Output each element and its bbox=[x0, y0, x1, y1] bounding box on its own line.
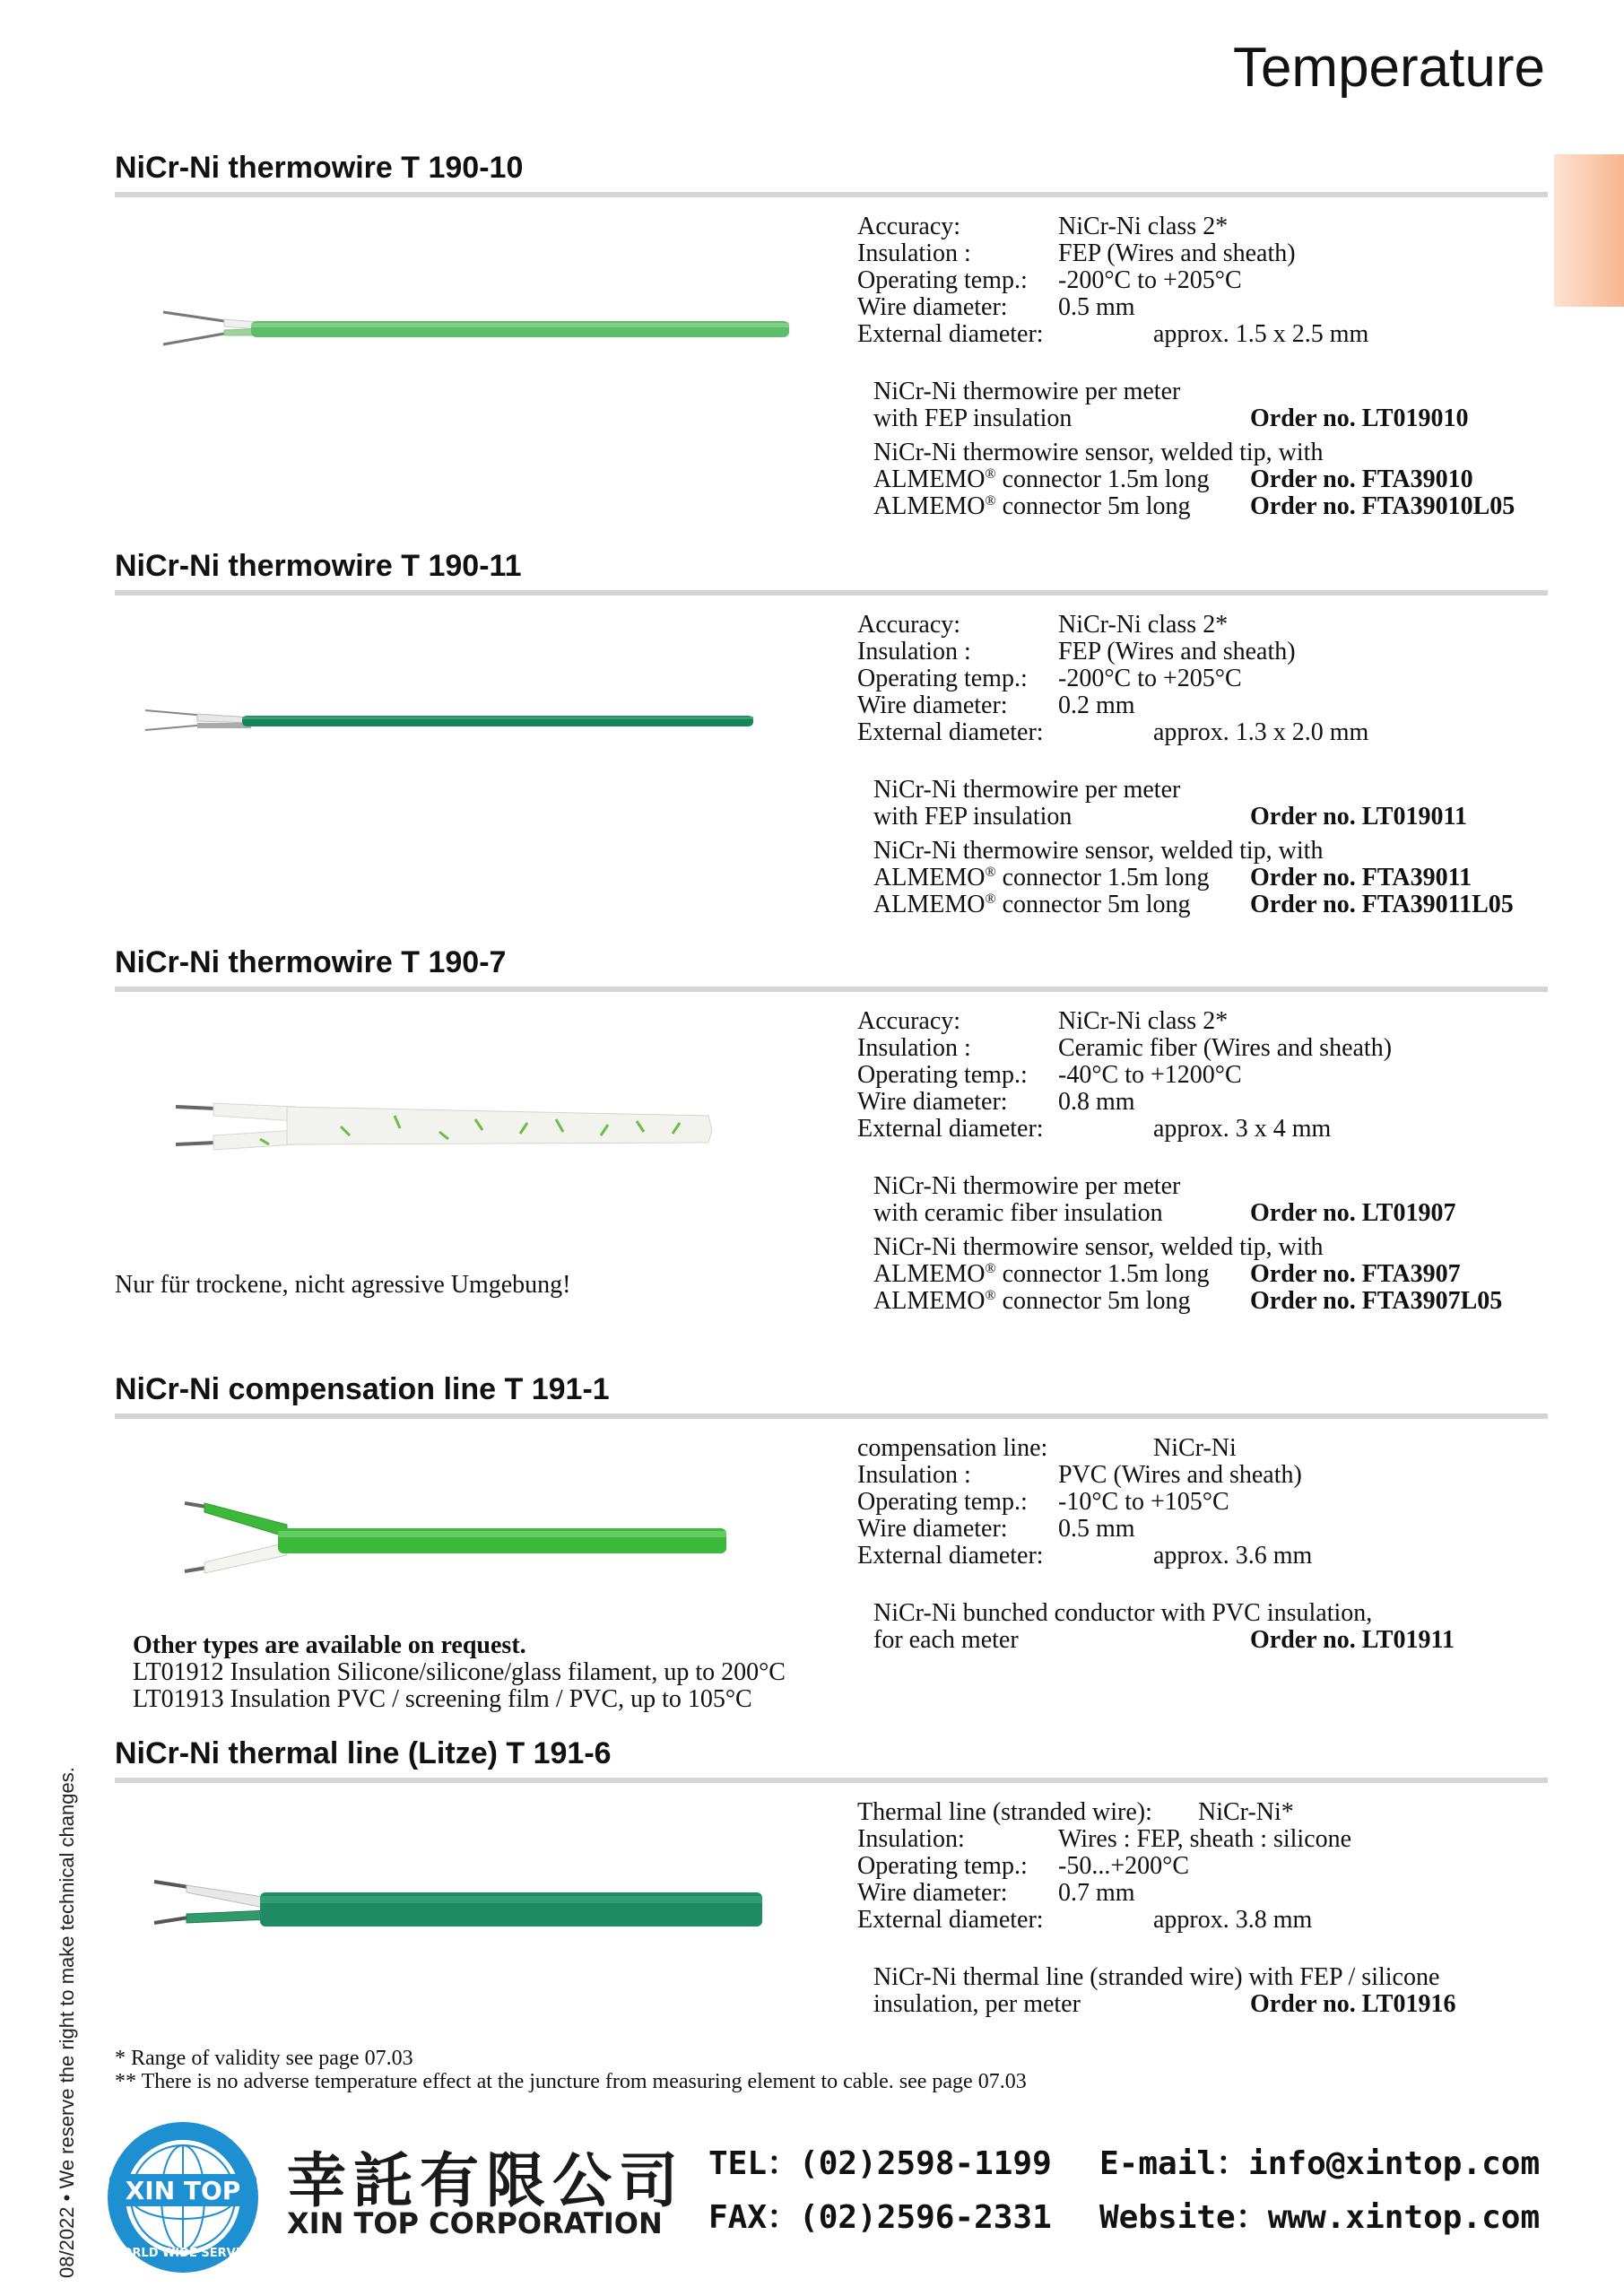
section-t190-7 bbox=[0, 945, 1624, 1340]
order-line bbox=[873, 1626, 1455, 1654]
order-text-suffix: connector 5m long bbox=[995, 891, 1191, 918]
logo-ring-text: WORLD WIDE SERVICE bbox=[109, 2247, 256, 2260]
order-text-suffix: connector 5m long bbox=[995, 1287, 1191, 1315]
note-line: LT01912 Insulation Silicone/silicone/glass filament, up to 200°C bbox=[133, 1658, 786, 1686]
spec-label: Wire diameter: bbox=[857, 293, 1008, 321]
spec-label: Insulation : bbox=[857, 638, 971, 665]
spec-value: 0.8 mm bbox=[1058, 1088, 1135, 1116]
section-t190-11 bbox=[0, 549, 1624, 926]
order-line bbox=[873, 1173, 1323, 1200]
order-text: ALMEMO bbox=[873, 1260, 986, 1288]
order-line bbox=[873, 1964, 1439, 1991]
spec-label: External diameter: bbox=[857, 1115, 1044, 1143]
order-line bbox=[873, 1199, 1456, 1227]
spec-value: approx. 1.3 x 2.0 mm bbox=[1153, 718, 1369, 746]
order-number: Order no. FTA39010L05 bbox=[1250, 492, 1515, 520]
order-text-suffix: connector 1.5m long bbox=[995, 864, 1210, 891]
order-line bbox=[873, 465, 1473, 493]
spec-value: approx. 3.6 mm bbox=[1153, 1542, 1313, 1570]
order-line bbox=[873, 1234, 1323, 1261]
thermowire-image bbox=[135, 692, 798, 764]
spec-value: FEP (Wires and sheath) bbox=[1058, 239, 1296, 267]
xintop-logo bbox=[93, 2122, 273, 2274]
order-list bbox=[873, 378, 1515, 520]
section-t190-10 bbox=[0, 151, 1624, 527]
order-text: NiCr-Ni thermowire per meter bbox=[873, 1172, 1181, 1200]
order-text: ALMEMO bbox=[873, 891, 986, 918]
logo-text: XIN TOP bbox=[125, 2176, 241, 2205]
order-text: NiCr-Ni thermal line (stranded wire) with FEP / silicone bbox=[873, 1963, 1440, 1991]
section-t191-6 bbox=[0, 1736, 1624, 2041]
page-title: Temperature bbox=[1232, 37, 1545, 99]
spec-label: Operating temp.: bbox=[857, 1061, 1028, 1089]
spec-label: Accuracy: bbox=[857, 213, 961, 240]
website-link[interactable]: Website：www.xintop.com bbox=[1099, 2199, 1541, 2236]
order-text: NiCr-Ni thermowire sensor, welded tip, with bbox=[873, 439, 1324, 466]
section-t191-1 bbox=[0, 1372, 1624, 1731]
phone-number: TEL：(02)2598-1199 bbox=[708, 2145, 1052, 2182]
order-text: insulation, per meter bbox=[873, 1990, 1081, 2018]
order-text: for each meter bbox=[873, 1626, 1019, 1654]
registered-mark: ® bbox=[985, 1261, 996, 1276]
order-text: NiCr-Ni thermowire per meter bbox=[873, 776, 1181, 804]
spec-value: -200°C to +205°C bbox=[1058, 266, 1242, 294]
section-divider bbox=[115, 1778, 1548, 1783]
order-list bbox=[873, 1599, 1455, 1654]
section-heading: NiCr-Ni thermowire T 190-10 bbox=[115, 151, 524, 185]
registered-mark: ® bbox=[985, 1288, 996, 1303]
section-divider bbox=[115, 1413, 1548, 1419]
order-line bbox=[873, 439, 1323, 466]
order-line bbox=[873, 404, 1469, 432]
email-address[interactable]: E-mail：info@xintop.com bbox=[1099, 2145, 1541, 2182]
ceramic-thermowire-image bbox=[135, 1080, 798, 1170]
spec-value: Wires : FEP, sheath : silicone bbox=[1058, 1825, 1352, 1853]
spec-value: FEP (Wires and sheath) bbox=[1058, 638, 1296, 665]
spec-value: NiCr-Ni* bbox=[1198, 1798, 1294, 1826]
order-number: Order no. LT01916 bbox=[1250, 1990, 1456, 2018]
spec-label: Wire diameter: bbox=[857, 1879, 1008, 1907]
spec-value: -200°C to +205°C bbox=[1058, 665, 1242, 692]
spec-label: Insulation : bbox=[857, 1461, 971, 1489]
order-text: ALMEMO bbox=[873, 1287, 986, 1315]
order-line bbox=[873, 864, 1472, 891]
order-line bbox=[873, 1260, 1461, 1288]
spec-label: Operating temp.: bbox=[857, 665, 1028, 692]
spec-value: NiCr-Ni bbox=[1153, 1434, 1237, 1462]
thermowire-image bbox=[135, 294, 798, 366]
order-number: Order no. FTA39011 bbox=[1250, 864, 1472, 891]
spec-value: -50...+200°C bbox=[1058, 1852, 1189, 1880]
order-text: with ceramic fiber insulation bbox=[873, 1199, 1163, 1227]
order-text-suffix: connector 5m long bbox=[995, 492, 1191, 520]
order-text-suffix: connector 1.5m long bbox=[995, 465, 1210, 493]
spec-value: NiCr-Ni class 2* bbox=[1058, 611, 1229, 639]
spec-label: Accuracy: bbox=[857, 611, 961, 639]
order-line bbox=[873, 803, 1467, 831]
spec-label: Insulation : bbox=[857, 239, 971, 267]
usage-note: Nur für trockene, nicht agressive Umgebung! bbox=[115, 1271, 571, 1299]
section-divider bbox=[115, 590, 1548, 596]
spec-value: NiCr-Ni class 2* bbox=[1058, 213, 1229, 240]
order-list bbox=[873, 776, 1514, 918]
footnotes bbox=[115, 2047, 1027, 2093]
spec-label: External diameter: bbox=[857, 718, 1044, 746]
spec-label: Operating temp.: bbox=[857, 1488, 1028, 1516]
order-number: Order no. FTA39010 bbox=[1250, 465, 1473, 493]
order-line bbox=[873, 492, 1515, 520]
spec-label: Thermal line (stranded wire): bbox=[857, 1798, 1152, 1826]
spec-label: Operating temp.: bbox=[857, 1852, 1028, 1880]
spec-label: External diameter: bbox=[857, 1542, 1044, 1570]
spec-value: 0.5 mm bbox=[1058, 293, 1135, 321]
spec-label: Insulation : bbox=[857, 1034, 971, 1062]
spec-value: -40°C to +1200°C bbox=[1058, 1061, 1242, 1089]
thermal-line-image bbox=[135, 1862, 798, 1961]
spec-label: Wire diameter: bbox=[857, 1088, 1008, 1116]
footnote: * Range of validity see page 07.03 bbox=[115, 2047, 413, 2070]
order-line bbox=[873, 1990, 1456, 2018]
order-text-suffix: connector 1.5m long bbox=[995, 1260, 1210, 1288]
order-line bbox=[873, 777, 1323, 804]
note-line: LT01913 Insulation PVC / screening film / PVC, up to 105°C bbox=[133, 1685, 752, 1713]
section-heading: NiCr-Ni thermowire T 190-11 bbox=[115, 549, 522, 583]
spec-label: Wire diameter: bbox=[857, 1515, 1008, 1543]
other-types-note bbox=[133, 1632, 786, 1713]
order-number: Order no. FTA39011L05 bbox=[1250, 891, 1514, 918]
spec-label: Insulation: bbox=[857, 1825, 965, 1853]
spec-label: Operating temp.: bbox=[857, 266, 1028, 294]
spec-value: NiCr-Ni class 2* bbox=[1058, 1007, 1229, 1035]
order-line bbox=[873, 1287, 1503, 1315]
spec-label: External diameter: bbox=[857, 320, 1044, 348]
spec-value: 0.7 mm bbox=[1058, 1879, 1135, 1907]
registered-mark: ® bbox=[985, 865, 996, 880]
registered-mark: ® bbox=[985, 891, 996, 907]
order-text: ALMEMO bbox=[873, 492, 986, 520]
company-name-english: XIN TOP CORPORATION bbox=[287, 2206, 663, 2240]
order-text: NiCr-Ni thermowire sensor, welded tip, with bbox=[873, 1233, 1324, 1261]
spec-value: approx. 3 x 4 mm bbox=[1153, 1115, 1332, 1143]
section-divider bbox=[115, 192, 1548, 197]
order-text: with FEP insulation bbox=[873, 404, 1073, 432]
footnote: ** There is no adverse temperature effect at the juncture from measuring element to cable. see page 07.03 bbox=[115, 2070, 1027, 2093]
order-text: with FEP insulation bbox=[873, 803, 1073, 831]
note-title: Other types are available on request. bbox=[133, 1631, 526, 1659]
order-line bbox=[873, 838, 1323, 865]
order-number: Order no. LT019010 bbox=[1250, 404, 1469, 432]
order-number: Order no. LT01911 bbox=[1250, 1626, 1455, 1654]
order-text: NiCr-Ni bunched conductor with PVC insulation, bbox=[873, 1599, 1373, 1627]
order-list bbox=[873, 1172, 1503, 1315]
section-heading: NiCr-Ni compensation line T 191-1 bbox=[115, 1372, 610, 1406]
section-divider bbox=[115, 987, 1548, 992]
company-name-chinese: 幸託有限公司 bbox=[287, 2146, 685, 2215]
section-heading: NiCr-Ni thermal line (Litze) T 191-6 bbox=[115, 1736, 612, 1770]
registered-mark: ® bbox=[985, 466, 996, 482]
section-heading: NiCr-Ni thermowire T 190-7 bbox=[115, 945, 507, 979]
spec-label: External diameter: bbox=[857, 1906, 1044, 1934]
order-text: ALMEMO bbox=[873, 465, 986, 493]
spec-label: Accuracy: bbox=[857, 1007, 961, 1035]
order-text: NiCr-Ni thermowire sensor, welded tip, with bbox=[873, 837, 1324, 865]
order-line bbox=[873, 378, 1323, 405]
registered-mark: ® bbox=[985, 493, 996, 509]
fax-number: FAX：(02)2596-2331 bbox=[708, 2199, 1052, 2236]
spec-value: 0.2 mm bbox=[1058, 691, 1135, 719]
order-number: Order no. LT01907 bbox=[1250, 1199, 1456, 1227]
order-text: ALMEMO bbox=[873, 864, 986, 891]
compensation-line-image bbox=[135, 1489, 798, 1587]
company-footer bbox=[0, 2117, 1624, 2296]
order-text: NiCr-Ni thermowire per meter bbox=[873, 378, 1181, 405]
order-list bbox=[873, 1963, 1456, 2018]
spec-value: Ceramic fiber (Wires and sheath) bbox=[1058, 1034, 1393, 1062]
spec-value: PVC (Wires and sheath) bbox=[1058, 1461, 1302, 1489]
spec-label: Wire diameter: bbox=[857, 691, 1008, 719]
spec-value: 0.5 mm bbox=[1058, 1515, 1135, 1543]
order-line bbox=[873, 891, 1514, 918]
spec-label: compensation line: bbox=[857, 1434, 1048, 1462]
order-number: Order no. FTA3907 bbox=[1250, 1260, 1461, 1288]
order-number: Order no. LT019011 bbox=[1250, 803, 1467, 831]
order-line bbox=[873, 1600, 1372, 1627]
side-note: 08/2022 • We reserve the right to make technical changes. bbox=[56, 1767, 78, 2278]
order-number: Order no. FTA3907L05 bbox=[1250, 1287, 1503, 1315]
spec-value: approx. 3.8 mm bbox=[1153, 1906, 1313, 1934]
spec-value: -10°C to +105°C bbox=[1058, 1488, 1229, 1516]
spec-value: approx. 1.5 x 2.5 mm bbox=[1153, 320, 1369, 348]
